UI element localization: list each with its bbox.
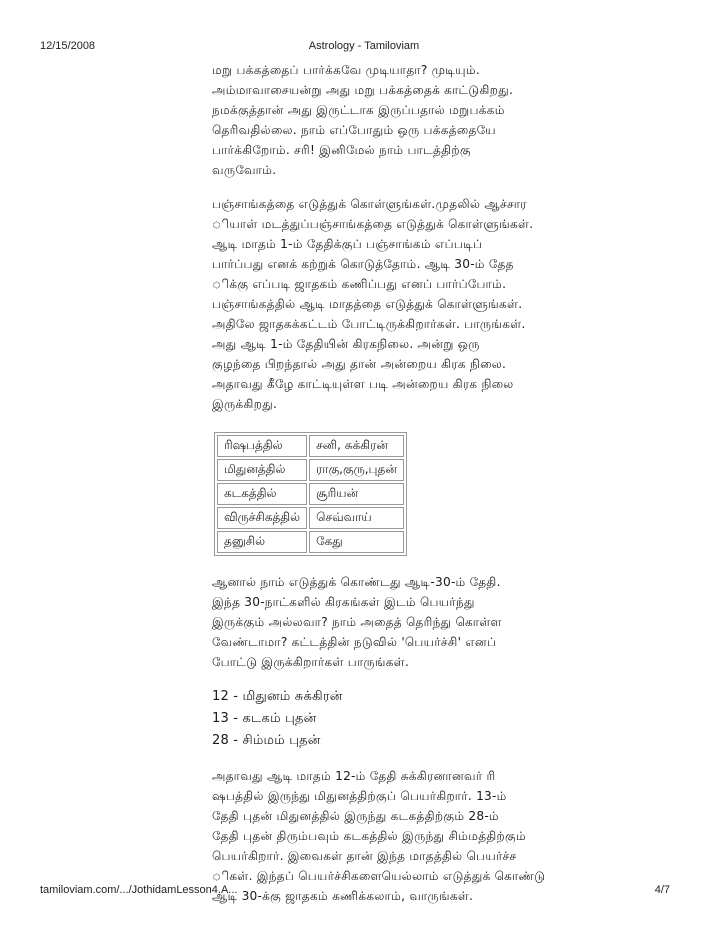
text-line: இருக்கும் அல்லவா? நாம் அதைத் தெரிந்து கொள்ள xyxy=(212,615,502,629)
table-row xyxy=(217,459,404,481)
text-line: அதிலே ஜாதகக்கட்டம் போட்டிருக்கிறார்கள். பாருங்கள். xyxy=(212,317,526,331)
page-number: 4/7 xyxy=(654,884,670,896)
house-cell: கடகத்தில் xyxy=(217,483,307,505)
text-line: பஞ்சாங்கத்தில் ஆடி மாதத்தை எடுத்துக் கொள்ளுங்கள். xyxy=(212,297,523,311)
paragraph-panchangam xyxy=(212,194,562,414)
paragraph-moon xyxy=(212,60,562,180)
text-line: பெயர்கிறார். இவைகள் தான் இந்த மாதத்தில் பெயர்ச்ச xyxy=(212,849,517,863)
print-date: 12/15/2008 xyxy=(40,40,96,52)
text-line: அதாவது கீழே காட்டியுள்ள படி அன்றைய கிரக நிலை xyxy=(212,377,514,391)
text-line: அதாவது ஆடி மாதம் 12-ம் தேதி சுக்கிரனானவர் ரி xyxy=(212,769,496,783)
text-line: தேதி புதன் மிதுனத்தில் இருந்து கடகத்திற்கும் 28-ம் xyxy=(212,809,499,823)
planet-position-table xyxy=(214,432,407,556)
paragraph-transit-details xyxy=(212,766,562,906)
text-line: தெரிவதில்லை. நாம் எப்போதும் ஒரு பக்கத்தையே xyxy=(212,123,496,137)
text-line: ஆடி மாதம் 1-ம் தேதிக்குப் பஞ்சாங்கம் எப்படிப் xyxy=(212,237,483,251)
text-line: வருவோம். xyxy=(212,163,277,177)
text-line: ஆனால் நாம் எடுத்துக் கொண்டது ஆடி-30-ம் தேதி. xyxy=(212,575,501,589)
text-line: போட்டு இருக்கிறார்கள் பாருங்கள். xyxy=(212,655,410,669)
house-cell: மிதுனத்தில் xyxy=(217,459,307,481)
text-line: நமக்குத்தான் அது இருட்டாக இருப்பதால் மறுபக்கம் xyxy=(212,103,505,117)
planets-cell: சூரியன் xyxy=(309,483,404,505)
house-cell: விருச்சிகத்தில் xyxy=(217,507,307,529)
list-item: 28 - சிம்மம் புதன் xyxy=(212,733,321,748)
article-body xyxy=(212,60,562,906)
list-item: 13 - கடகம் புதன் xyxy=(212,711,317,726)
planets-cell: சனி, சுக்கிரன் xyxy=(309,435,404,457)
text-line: தேதி புதன் திரும்பவும் கடகத்தில் இருந்து சிம்மத்திற்கும் xyxy=(212,829,527,843)
text-line: இந்த 30-நாட்களில் கிரகங்கள் இடம் பெயர்ந்து xyxy=(212,595,475,609)
source-url: tamiloviam.com/.../JothidamLesson4.A... xyxy=(40,884,238,896)
text-line: ிக்கு எப்படி ஜாதகம் கணிப்பது எனப் பார்ப்போம். xyxy=(212,277,507,291)
text-line: அது ஆடி 1-ம் தேதியின் கிரகநிலை. அன்று ஒரு xyxy=(212,337,480,351)
text-line: பார்ப்பது எனக் கற்றுக் கொடுத்தோம். ஆடி 30-ம் தேத xyxy=(212,257,514,271)
transit-list xyxy=(212,686,562,752)
list-item: 12 - மிதுனம் சுக்கிரன் xyxy=(212,689,343,704)
text-line: பார்க்கிறோம். சரி! இனிமேல் நாம் பாடத்திற்கு xyxy=(212,143,471,157)
table-row xyxy=(217,531,404,553)
table-row xyxy=(217,435,404,457)
text-line: ஷபத்தில் இருந்து மிதுனத்திற்குப் பெயர்கிறார். 13-ம் xyxy=(212,789,507,803)
house-cell: தனுசில் xyxy=(217,531,307,553)
page-title: Astrology - Tamiloviam xyxy=(308,40,420,52)
text-line: குழந்தை பிறந்தால் அது தான் அன்றைய கிரக நிலை. xyxy=(212,357,507,371)
planets-cell: ராகு,குரு,புதன் xyxy=(309,459,404,481)
paragraph-transit-intro xyxy=(212,572,562,672)
planets-cell: கேது xyxy=(309,531,404,553)
text-line: இருக்கிறது. xyxy=(212,397,278,411)
house-cell: ரிஷபத்தில் xyxy=(217,435,307,457)
table-row xyxy=(217,507,404,529)
text-line: ிகள். இந்தப் பெயர்ச்சிகளையெல்லாம் எடுத்துக் கொண்டு xyxy=(212,869,546,883)
planets-cell: செவ்வாய் xyxy=(309,507,404,529)
text-line: பஞ்சாங்கத்தை எடுத்துக் கொள்ளுங்கள்.முதலில் ஆச்சார xyxy=(212,197,527,211)
text-line: ஆடி 30-க்கு ஜாதகம் கணிக்கலாம், வாருங்கள். xyxy=(212,889,474,903)
text-line: ியாள் மடத்துப்பஞ்சாங்கத்தை எடுத்துக் கொள்ளுங்கள். xyxy=(212,217,534,231)
table-row xyxy=(217,483,404,505)
text-line: வேண்டாமா? கட்டத்தின் நடுவில் 'பெயர்ச்சி' எனப் xyxy=(212,635,497,649)
text-line: அம்மாவாசையன்று அது மறு பக்கத்தைக் காட்டுகிறது. xyxy=(212,83,514,97)
text-line: மறு பக்கத்தைப் பார்க்கவே முடியாதா? முடியும். xyxy=(212,63,480,77)
